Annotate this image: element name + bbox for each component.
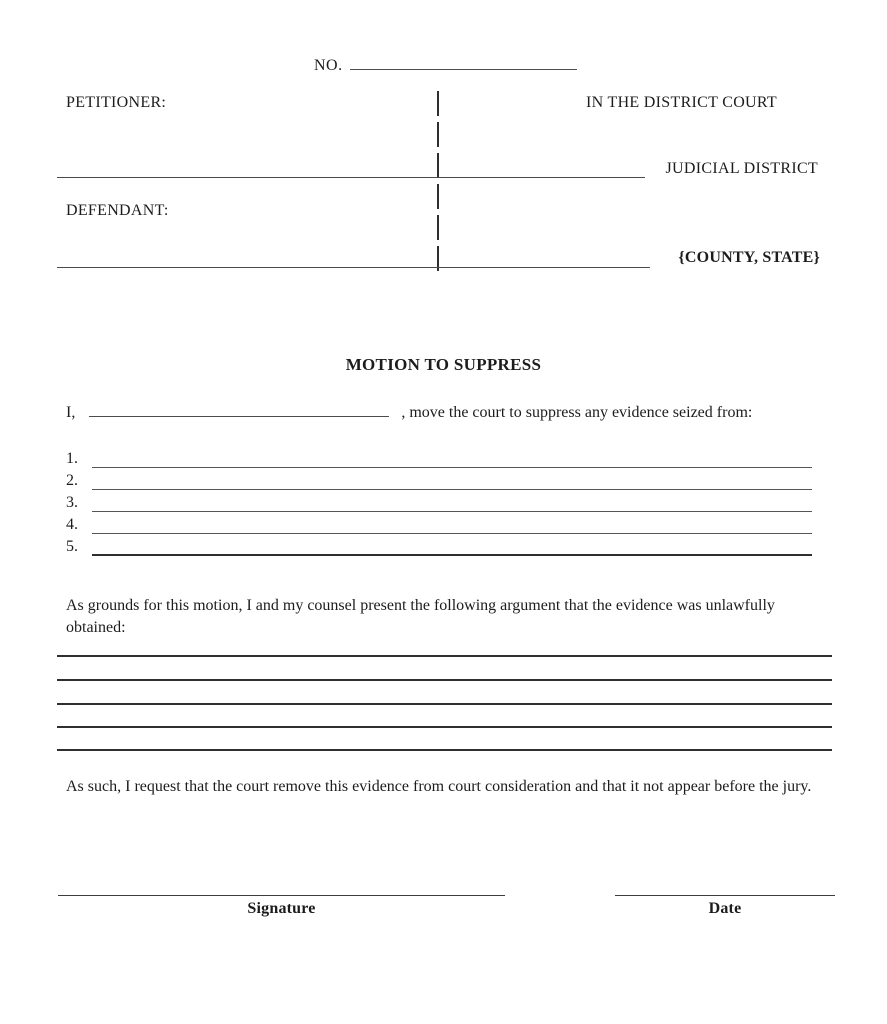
evidence-row-3 [66, 490, 812, 512]
date-label: Date [708, 900, 742, 917]
evidence-field-3[interactable] [92, 498, 812, 512]
argument-line-1[interactable] [57, 655, 832, 657]
grounds-paragraph: As grounds for this motion, I and my counsel present the following argument that the evidence was unlawfully obtained: [66, 597, 775, 636]
signature-label: Signature [247, 900, 316, 917]
county-state-label: {COUNTY, STATE} [678, 249, 820, 266]
petitioner-label: PETITIONER: [66, 94, 167, 111]
argument-line-5[interactable] [57, 749, 832, 751]
case-no-label: NO. [314, 57, 343, 74]
intro-sentence [66, 400, 752, 422]
intro-suffix: , move the court to suppress any evidence seized from: [401, 404, 753, 421]
argument-line-3[interactable] [57, 703, 832, 705]
document-title: MOTION TO SUPPRESS [345, 355, 542, 374]
defendant-name-field[interactable] [57, 267, 650, 268]
evidence-number-5: 5. [66, 538, 78, 555]
date-block [615, 880, 835, 918]
date-field[interactable] [615, 880, 835, 896]
petitioner-name-field[interactable] [57, 177, 645, 178]
signature-field[interactable] [58, 880, 505, 896]
evidence-field-4[interactable] [92, 520, 812, 534]
argument-line-4[interactable] [57, 726, 832, 728]
case-number-field[interactable] [350, 53, 577, 70]
evidence-row-4 [66, 512, 812, 534]
evidence-number-2: 2. [66, 472, 78, 489]
caption-divider-line [437, 91, 439, 271]
signature-block [58, 880, 505, 918]
case-number-row [314, 53, 577, 75]
intro-prefix: I, [66, 404, 76, 421]
evidence-row-1 [66, 446, 812, 468]
declarant-name-field[interactable] [89, 400, 389, 417]
request-paragraph: As such, I request that the court remove this evidence from court consideration and that it not appear before the jury. [66, 778, 812, 795]
evidence-list [66, 446, 812, 556]
evidence-field-5[interactable] [92, 542, 812, 556]
court-name-label: IN THE DISTRICT COURT [586, 94, 777, 111]
evidence-field-2[interactable] [92, 476, 812, 490]
evidence-row-2 [66, 468, 812, 490]
judicial-district-label: JUDICIAL DISTRICT [665, 160, 818, 177]
defendant-label: DEFENDANT: [66, 202, 169, 219]
argument-line-2[interactable] [57, 679, 832, 681]
evidence-row-5 [66, 534, 812, 556]
evidence-field-1[interactable] [92, 454, 812, 468]
evidence-number-4: 4. [66, 516, 78, 533]
evidence-number-3: 3. [66, 494, 78, 511]
evidence-number-1: 1. [66, 450, 78, 467]
